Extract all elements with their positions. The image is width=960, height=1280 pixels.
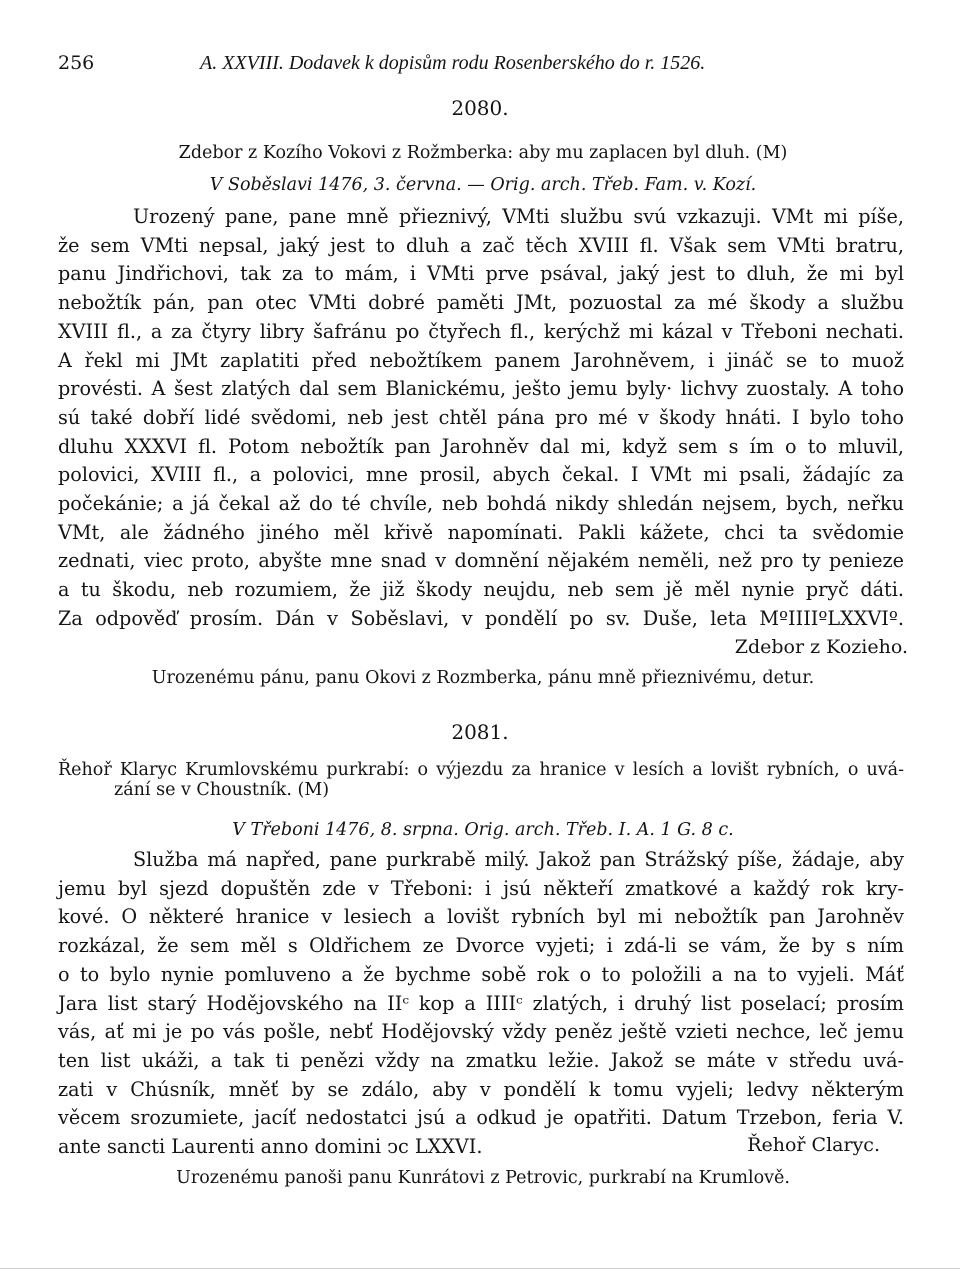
- body-line: rozkázal, že sem měl s Oldřichem ze Dvorce vyjeti; i zdá-li se vám, že by s ním: [58, 934, 904, 958]
- letter-body-2080: [58, 203, 904, 634]
- body-line: panu Jindřichovi, tak za to mám, i VMti prve psával, jaký jest to dluh, že mi byl: [58, 262, 904, 286]
- body-line: že sem VMti nepsal, jaký jest to dluh a zač těch XVIII fl. Však sem VMti bratru,: [58, 233, 904, 257]
- letter-number-2080: 2080.: [451, 96, 509, 120]
- body-line: sú také dobří lidé svědomi, neb jest chtěl pána pro mé v škody hnáti. I bylo toho: [58, 405, 904, 429]
- body-line: Za odpověď prosím. Dán v Soběslavi, v pondělí po sv. Duše, leta MºIIIIºLXXVIº.: [58, 606, 904, 630]
- body-line: o to bylo nynie pomluveno a že bychme sobě rok o to položili a na to vyjeli. Máť: [58, 962, 904, 986]
- page-number: 256: [58, 52, 95, 74]
- body-line: Služba má napřed, pane purkrabě milý. Jakož pan Strážský píše, žádaje, aby: [133, 848, 904, 871]
- letter-dating-2080: V Soběslavi 1476, 3. června. — Orig. arch. Třeb. Fam. v. Kozí.: [209, 175, 757, 195]
- body-line: ante sancti Laurenti anno domini ↄc LXXVI.: [58, 1135, 483, 1159]
- page-bottom-rule: [0, 1268, 960, 1269]
- body-line: VMt, ale žádného jiného měl křivě napomínati. Pakli kážete, chci ta svědomie: [58, 520, 904, 544]
- letter-signature-2081: Řehoř Claryc.: [747, 1134, 880, 1156]
- body-line: provésti. A šest zlatých dal sem Blanickému, ješto jemu byly· lichvy zuostaly. A toho: [58, 377, 904, 401]
- running-title: A. XXVIII. Dodavek k dopisům rodu Rosenberského do r. 1526.: [200, 52, 706, 74]
- body-line: jemu byl sjezd dopuštěn zde v Třeboni: i jsú někteří zmatkové a každý rok kry-: [58, 876, 904, 900]
- body-line: XVIII fl., a za čtyry libry šafránu po čtyřech fl., kerýchž mi kázal v Třeboni nechati.: [58, 319, 904, 343]
- body-line: počekánie; a já čekal až do té chvíle, neb bohdá nikdy shledán nejsem, bych, neřku: [58, 492, 904, 516]
- body-line: Jara list starý Hodějovského na IIᶜ kop a IIIIᶜ zlatých, i druhý list poselací; prosím: [58, 991, 904, 1015]
- body-line: věcem srozumiete, jacíť nedostatci jsú a odkud je opatřiti. Datum Trzebon, feria V.: [58, 1106, 904, 1130]
- body-line: Urozený pane, pane mně přieznivý, VMti službu svú vzkazuji. VMt mi píše,: [133, 205, 904, 228]
- running-head: [58, 52, 908, 82]
- letter-number-2081: 2081.: [451, 720, 509, 744]
- body-line: vás, ať mi je po vás pošle, nebť Hodějovský vždy peněz ještě vzieti nechce, leč jemu: [58, 1020, 904, 1044]
- body-line: nebožtík pán, pan otec VMti dobré paměti JMt, pozuostal za mé škody a službu: [58, 291, 904, 315]
- body-line: zati v Chúsník, mněť by se zdálo, aby v pondělí k tomu vyjeli; ledvy některým: [58, 1077, 904, 1101]
- letter-body-2081: [58, 846, 904, 1162]
- regest-line: Řehoř Klaryc Krumlovskému purkrabí: o výjezdu za hranice v lesích a lovišt rybních, o uvá-: [58, 760, 904, 780]
- body-line: dluhu XXXVI fl. Potom nebožtík pan Jarohněv dal mi, když sem s ím o to mluvil,: [58, 434, 904, 458]
- letter-address-2080: Urozenému pánu, panu Okovi z Rozmberka, pánu mně přieznivému, detur.: [151, 668, 815, 688]
- body-line: polovici, XVIII fl., a polovici, mne prosil, abych čekal. I VMt mi psali, žádajíc za: [58, 463, 904, 487]
- body-line: zednati, viec proto, abyšte mne snad v domnění nějakém neměli, než pro ty penieze: [58, 549, 904, 573]
- body-line: ten list ukáži, a tak ti penězi vždy na zmatku ležie. Jakož se máte v středu uvá-: [58, 1048, 904, 1072]
- letter-dating-2081: V Třeboni 1476, 8. srpna. Orig. arch. Třeb. I. A. 1 G. 8 c.: [232, 820, 734, 840]
- body-line: A řekl mi JMt zaplatiti před nebožtíkem panem Jarohněvem, i jináč se to muož: [58, 348, 904, 372]
- body-line: kové. O některé hranice v lesiech a lovišt rybních byl mi nebožtík pan Jarohněv: [58, 905, 904, 929]
- letter-signature-2080: Zdebor z Kozieho.: [734, 636, 908, 658]
- letter-regest-2080: Zdebor z Kozího Vokovi z Rožmberka: aby mu zaplacen byl dluh. (M): [178, 143, 788, 163]
- body-line: a tu škodu, neb rozumiem, že již škody neujdu, neb sem jě měl nynie pryč dáti.: [58, 578, 904, 602]
- letter-address-2081: Urozenému panoši panu Kunrátovi z Petrovic, purkrabí na Krumlově.: [176, 1168, 790, 1188]
- letter-regest-2081: [58, 760, 904, 800]
- regest-line: zání se v Choustník. (M): [114, 780, 330, 800]
